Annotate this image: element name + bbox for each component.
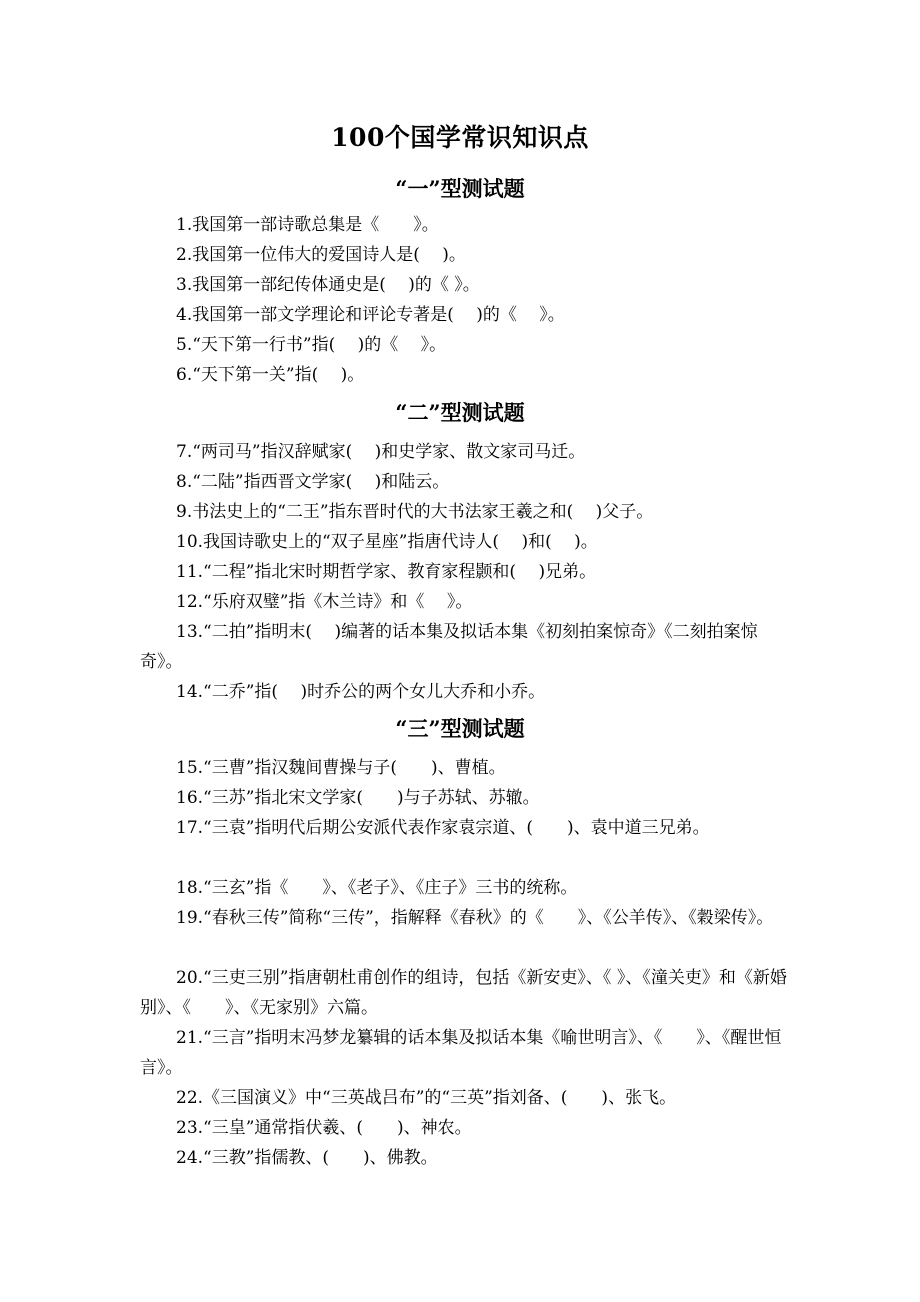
section-heading-3: “三”型测试题 — [395, 716, 525, 741]
section-heading-2: “二”型测试题 — [395, 400, 525, 425]
page-title: 100个国学常识知识点 — [331, 123, 589, 152]
question-8: 8.“二陆”指西晋文学家( )和陆云。 — [176, 472, 450, 492]
question-3: 3.我国第一部纪传体通史是( )的《 》。 — [176, 275, 480, 295]
question-18: 18.“三玄”指《 》、《老子》、《庄子》三书的统称。 — [176, 878, 578, 898]
question-20: 20.“三吏三别”指唐朝杜甫创作的组诗，包括《新安吏》、《 》、《潼关吏》和《新婚别》、《 》、《无家别》六篇。 — [140, 968, 787, 1018]
question-11: 11.“二程”指北宋时期哲学家、教育家程颢和( )兄弟。 — [176, 562, 597, 582]
question-22: 22.《三国演义》中“三英战吕布”的“三英”指刘备、( )、张飞。 — [176, 1088, 677, 1108]
question-6: 6.“天下第一关”指( )。 — [176, 365, 365, 385]
question-5: 5.“天下第一行书”指( )的《 》。 — [176, 335, 447, 355]
question-16: 16.“三苏”指北宋文学家( )与子苏轼、苏辙。 — [176, 788, 540, 808]
question-1: 1.我国第一部诗歌总集是《 》。 — [176, 215, 439, 235]
question-2: 2.我国第一位伟大的爱国诗人是( )。 — [176, 245, 466, 265]
question-14: 14.“二乔”指( )时乔公的两个女儿大乔和小乔。 — [176, 682, 546, 702]
section-heading-1: “一”型测试题 — [395, 176, 525, 201]
question-9: 9.书法史上的“二王”指东晋时代的大书法家王羲之和( )父子。 — [176, 502, 654, 522]
question-24: 24.“三教”指儒教、( )、佛教。 — [176, 1148, 438, 1168]
question-23: 23.“三皇”通常指伏羲、( )、神农。 — [176, 1118, 472, 1138]
question-15: 15.“三曹”指汉魏间曹操与子( )、曹植。 — [176, 758, 506, 778]
question-19: 19.“春秋三传”简称“三传”，指解释《春秋》的《 》、《公羊传》、《穀梁传》。 — [176, 908, 774, 928]
question-7: 7.“两司马”指汉辞赋家( )和史学家、散文家司马迁。 — [176, 442, 586, 462]
question-10: 10.我国诗歌史上的“双子星座”指唐代诗人( )和( )。 — [176, 532, 598, 552]
question-17: 17.“三袁”指明代后期公安派代表作家袁宗道、( )、袁中道三兄弟。 — [176, 818, 710, 838]
question-13: 13.“二拍”指明末( )编著的话本集及拟话本集《初刻拍案惊奇》《二刻拍案惊奇》。 — [140, 622, 758, 672]
question-12: 12.“乐府双璧”指《木兰诗》和《 》。 — [176, 592, 473, 612]
question-21: 21.“三言”指明末冯梦龙纂辑的话本集及拟话本集《喻世明言》、《 》、《醒世恒言》。 — [140, 1028, 782, 1078]
question-4: 4.我国第一部文学理论和评论专著是( )的《 》。 — [176, 305, 565, 325]
